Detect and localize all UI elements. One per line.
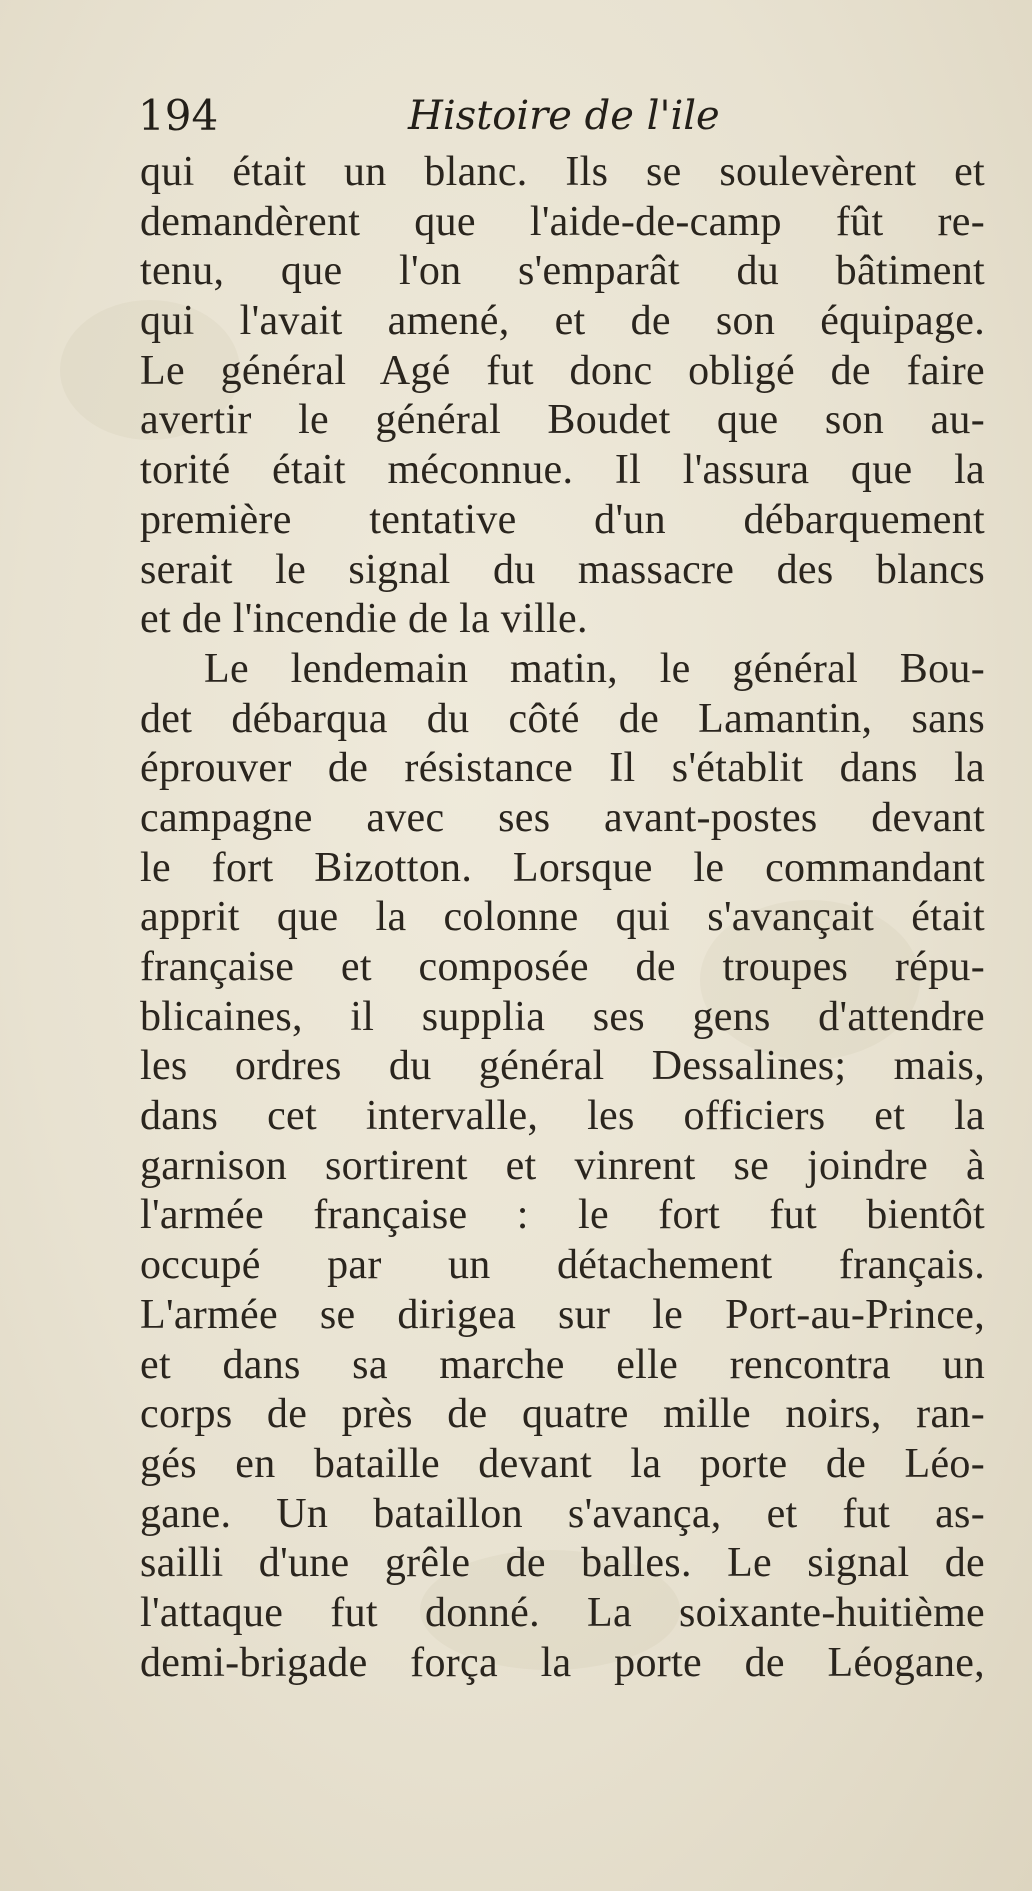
paragraph-start-line: Le lendemain matin, le général Bou- [204,645,985,692]
text-line: apprit que la colonne qui s'avançait était [140,894,985,941]
text-line: sailli d'une grêle de balles. Le signal de [140,1540,985,1587]
text-line: demi-brigade força la porte de Léogane, [140,1639,985,1686]
text-line: garnison sortirent et vinrent se joindre à [140,1142,985,1189]
text-line: gane. Un bataillon s'avança, et fut as- [140,1490,985,1537]
text-line: blicaines, il supplia ses gens d'attendre [140,993,985,1040]
page-number: 194 [138,91,219,140]
text-line: serait le signal du massacre des blancs [140,546,985,593]
text-line: l'attaque fut donné. La soixante-huitième [140,1589,985,1636]
text-line: corps de près de quatre mille noirs, ran- [140,1391,985,1438]
running-header [138,86,858,146]
text-line: tenu, que l'on s'emparât du bâtiment [140,248,985,295]
text-line: première tentative d'un débarquement [140,496,985,543]
text-line: torité était méconnue. Il l'assura que la [140,447,985,494]
text-line: det débarqua du côté de Lamantin, sans [140,695,985,742]
text-line: campagne avec ses avant-postes devant [140,794,985,841]
text-line: occupé par un détachement français. [140,1242,985,1289]
body-text [140,148,985,1688]
running-title: Histoire de l'ile [408,93,720,139]
text-line: Le général Agé fut donc obligé de faire [140,347,985,394]
text-line: gés en bataille devant la porte de Léo- [140,1440,985,1487]
text-line: demandèrent que l'aide-de-camp fût re- [140,198,985,245]
text-line: et dans sa marche elle rencontra un [140,1341,985,1388]
text-line: française et composée de troupes répu- [140,944,985,990]
text-line: dans cet intervalle, les officiers et la [140,1093,985,1140]
text-line: éprouver de résistance Il s'établit dans la [140,745,985,792]
text-line: L'armée se dirigea sur le Port-au-Prince, [140,1291,985,1338]
paragraph-end-line: et de l'incendie de la ville. [140,596,588,643]
text-line: qui était un blanc. Ils se soulevèrent et [140,149,985,195]
text-line: l'armée française : le fort fut bientôt [140,1192,985,1239]
text-line: qui l'avait amené, et de son équipage. [140,298,985,345]
text-line: avertir le général Boudet que son au- [140,397,985,444]
text-line: le fort Bizotton. Lorsque le commandant [140,844,985,891]
text-line: les ordres du général Dessalines; mais, [140,1043,985,1090]
